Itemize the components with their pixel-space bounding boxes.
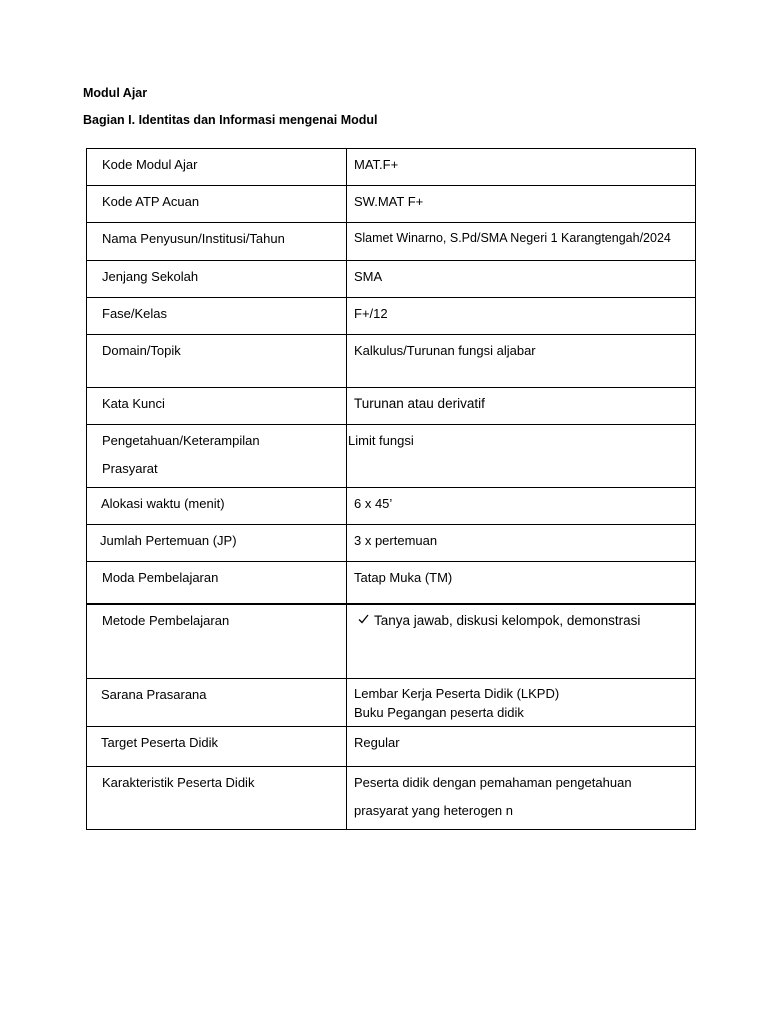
- label-kode-atp: Kode ATP Acuan: [87, 186, 347, 223]
- label-kode-modul: Kode Modul Ajar: [87, 149, 347, 186]
- value-penyusun: Slamet Winarno, S.Pd/SMA Negeri 1 Karangtengah/2024: [347, 223, 696, 261]
- table-row-domain: [87, 335, 696, 388]
- value-domain: Kalkulus/Turunan fungsi aljabar: [347, 335, 696, 388]
- label-metode: Metode Pembelajaran: [87, 604, 347, 679]
- table-row-karakteristik: [87, 767, 696, 830]
- value-sarana-line2: Buku Pegangan peserta didik: [354, 705, 524, 720]
- table-row-jenjang: [87, 261, 696, 298]
- label-kata-kunci: Kata Kunci: [87, 388, 347, 425]
- label-prasyarat-line1: Pengetahuan/Keterampilan: [102, 433, 260, 448]
- document-title: Modul Ajar: [83, 86, 148, 100]
- value-pertemuan: 3 x pertemuan: [347, 525, 696, 562]
- value-metode: [347, 604, 696, 679]
- checklist-item: [354, 613, 685, 629]
- label-jenjang: Jenjang Sekolah: [87, 261, 347, 298]
- table-row-kode-atp: [87, 186, 696, 223]
- label-sarana: Sarana Prasarana: [87, 679, 347, 727]
- value-fase: F+/12: [347, 298, 696, 335]
- value-alokasi: 6 x 45’: [347, 488, 696, 525]
- value-moda: Tatap Muka (TM): [347, 562, 696, 604]
- table-row-metode: [87, 604, 696, 679]
- value-prasyarat-text: Limit fungsi: [348, 433, 414, 448]
- label-target: Target Peserta Didik: [87, 727, 347, 767]
- table-row-moda: [87, 562, 696, 604]
- value-sarana-line1: Lembar Kerja Peserta Didik (LKPD): [354, 686, 560, 701]
- table-row-fase: [87, 298, 696, 335]
- table-row-pertemuan: [87, 525, 696, 562]
- table-row-target: [87, 727, 696, 767]
- label-moda: Moda Pembelajaran: [87, 562, 347, 604]
- value-prasyarat: [347, 425, 696, 488]
- table-row-sarana: [87, 679, 696, 727]
- section-heading: Bagian I. Identitas dan Informasi mengenai Modul: [83, 113, 378, 127]
- label-prasyarat: [87, 425, 347, 488]
- table-row-alokasi: [87, 488, 696, 525]
- value-karakteristik-line2: prasyarat yang heterogen n: [354, 803, 513, 818]
- label-penyusun: Nama Penyusun/Institusi/Tahun: [87, 223, 347, 261]
- label-pertemuan: Jumlah Pertemuan (JP): [87, 525, 347, 562]
- table-row-kode-modul: [87, 149, 696, 186]
- value-sarana: [347, 679, 696, 727]
- table-row-prasyarat: [87, 425, 696, 488]
- label-fase: Fase/Kelas: [87, 298, 347, 335]
- value-karakteristik: [347, 767, 696, 830]
- table-row-penyusun: [87, 223, 696, 261]
- label-karakteristik: Karakteristik Peserta Didik: [87, 767, 347, 830]
- value-target: Regular: [347, 727, 696, 767]
- check-icon: [358, 613, 368, 625]
- label-domain: Domain/Topik: [87, 335, 347, 388]
- value-kode-modul: MAT.F+: [347, 149, 696, 186]
- label-prasyarat-line2: Prasyarat: [102, 461, 158, 476]
- value-karakteristik-line1: Peserta didik dengan pemahaman pengetahuan: [354, 775, 632, 790]
- value-jenjang: SMA: [347, 261, 696, 298]
- value-metode-text: Tanya jawab, diskusi kelompok, demonstrasi: [374, 612, 641, 628]
- value-kode-atp: SW.MAT F+: [347, 186, 696, 223]
- value-kata-kunci: Turunan atau derivatif: [347, 388, 696, 425]
- table-row-kata-kunci: [87, 388, 696, 425]
- label-alokasi: Alokasi waktu (menit): [87, 488, 347, 525]
- module-identity-table: [86, 148, 696, 830]
